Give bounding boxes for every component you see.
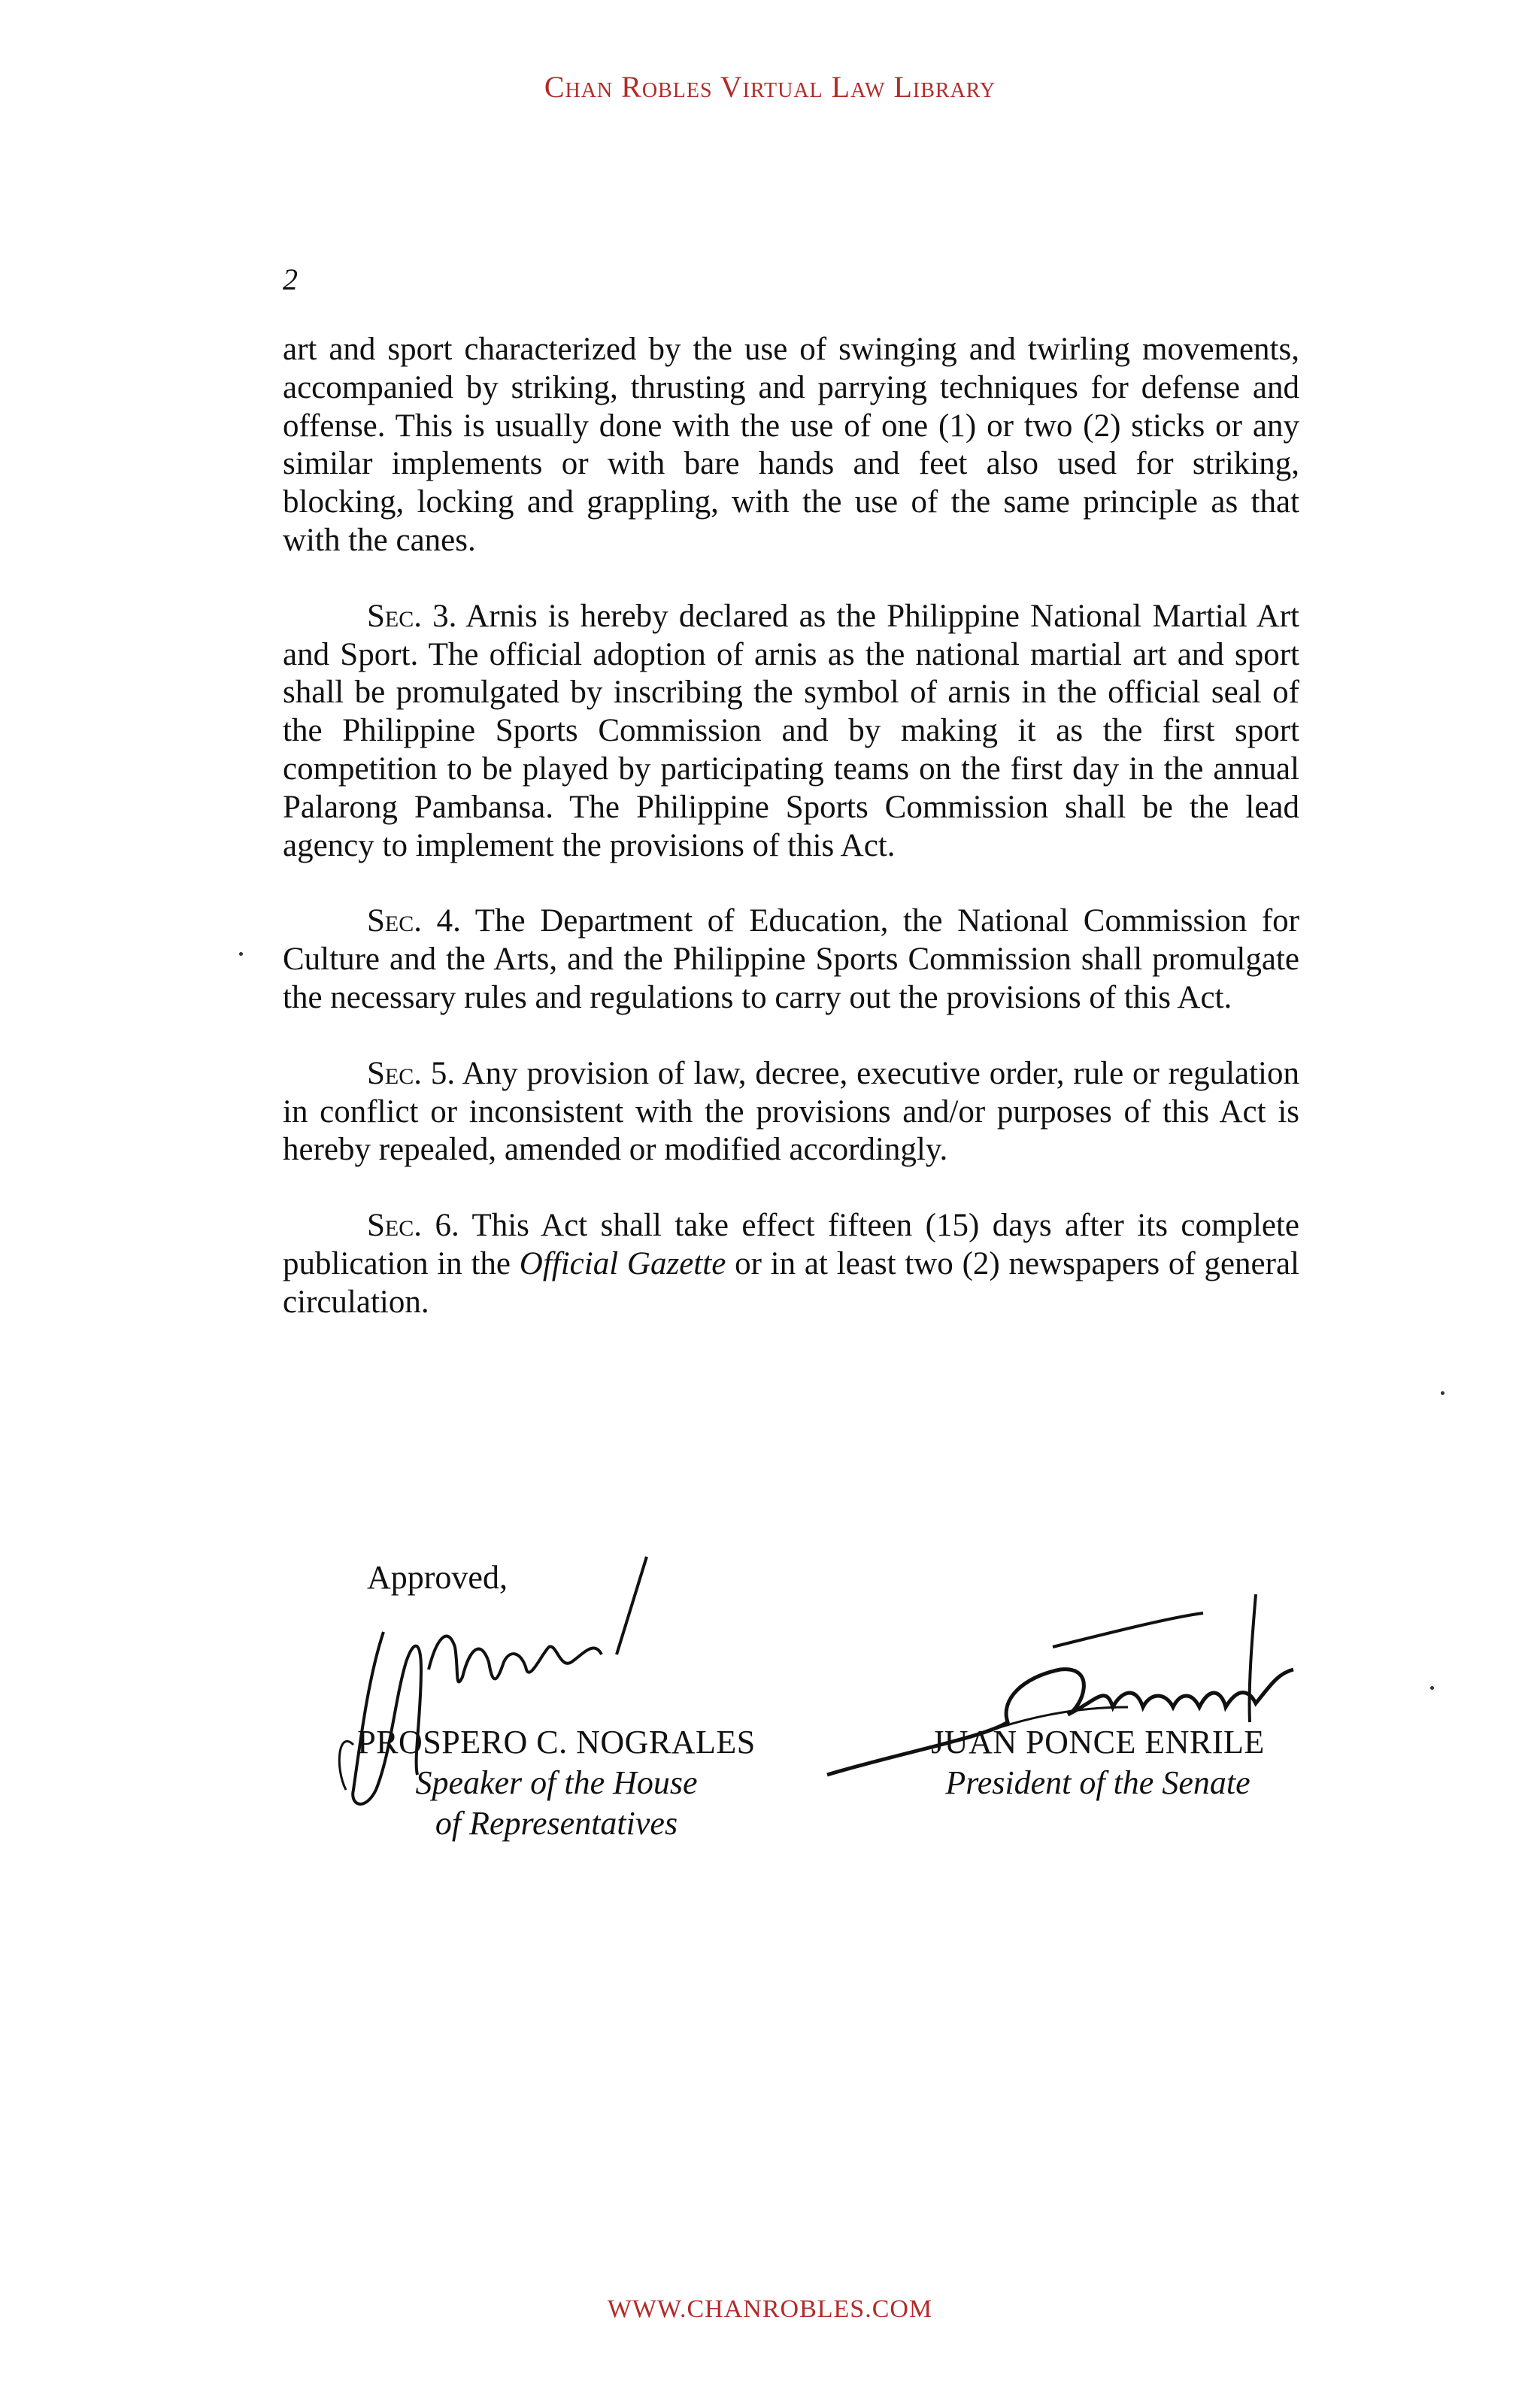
- speaker-signatory: [316, 1722, 797, 1844]
- scan-speck: [1430, 1686, 1434, 1690]
- section-4: [283, 902, 1299, 1017]
- section-6-label: Sec. 6.: [367, 1208, 459, 1244]
- page-number: 2: [283, 262, 298, 296]
- section-6: [283, 1207, 1299, 1321]
- section-6-text-a: This Act shall take effect fifteen (15) days after its complete publication in the: [283, 1208, 1300, 1281]
- section-3: [283, 598, 1299, 866]
- senate-president-title: President of the Senate: [945, 1764, 1250, 1801]
- approved-label: Approved,: [367, 1559, 508, 1596]
- speaker-name: PROSPERO C. NOGRALES: [357, 1724, 756, 1761]
- scan-speck: [239, 952, 243, 956]
- section-6-text-b: or in at least two (2) newspapers of general circulation.: [283, 1245, 1299, 1320]
- paragraph-definition: art and sport characterized by the use of swinging and twirling movements, accompanied by striking, thrusting and parrying techniques for defense and offense. This is usually done with the use of one (1) or two (2) sticks or any similar implements or with bare hands and feet also used for striking, blocking, locking and grappling, with the use of the same principle as that with the canes.: [283, 332, 1299, 558]
- official-gazette: Official Gazette: [519, 1245, 726, 1281]
- scan-speck: [1441, 1391, 1445, 1395]
- section-5: [283, 1055, 1299, 1169]
- section-4-label: Sec. 4.: [367, 903, 461, 939]
- section-3-label: Sec. 3.: [367, 598, 457, 634]
- section-5-text: Any provision of law, decree, executive order, rule or regulation in conflict or inconsistent with the provisions and/or purposes of this Act is hereby repealed, amended or modified accordingly.: [283, 1055, 1300, 1168]
- senate-president-signatory: [857, 1722, 1338, 1803]
- section-3-text: Arnis is hereby declared as the Philippine National Martial Art and Sport. The official adoption of arnis as the national martial art and sport shall be promulgated by inscribing the symbol of arnis in the official seal of the Philippine Sports Commission and by making it as the first sport competition to be played by participating teams on the first day in the annual Palarong Pambansa. The Philippine Sports Commission shall be the lead agency to implement the provisions of this Act.: [283, 598, 1300, 863]
- speaker-title-line2: of Representatives: [435, 1805, 678, 1842]
- site-footer: WWW.CHANROBLES.COM: [607, 2295, 933, 2323]
- act-body: [283, 331, 1299, 1360]
- library-header: Chan Robles Virtual Law Library: [544, 70, 996, 104]
- speaker-title-line1: Speaker of the House: [415, 1764, 698, 1801]
- section-4-text: The Department of Education, the National Commission for Culture and the Arts, and the Philippine Sports Commission shall promulgate the necessary rules and regulations to carry out the provisions of this Act.: [283, 903, 1299, 1015]
- senate-president-name: JUAN PONCE ENRILE: [931, 1724, 1265, 1761]
- section-5-label: Sec. 5.: [367, 1055, 456, 1091]
